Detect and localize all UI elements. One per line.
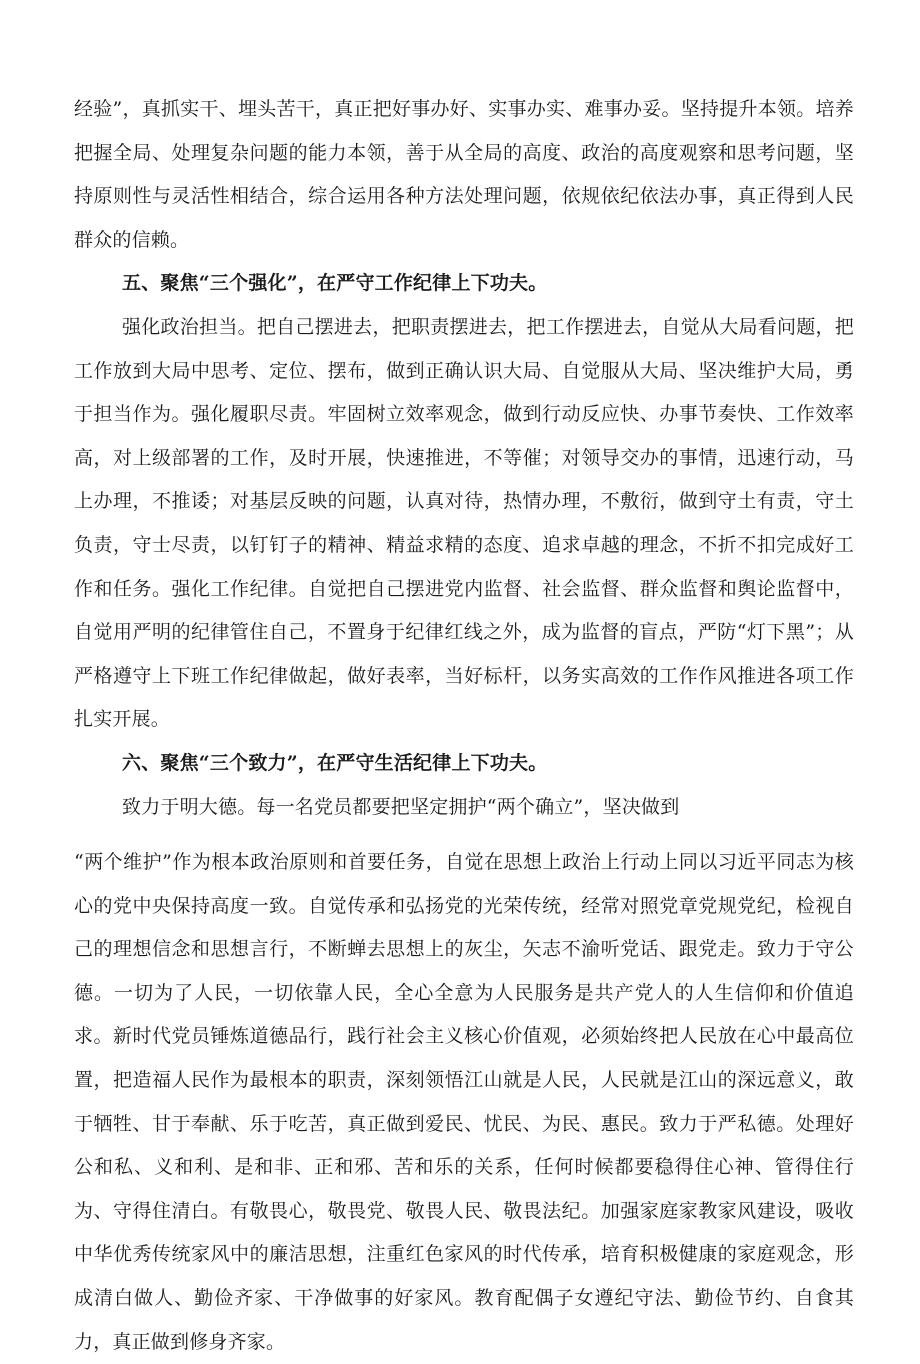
heading-section-six: 六、聚焦“三个致力”，在严守生活纪律上下功夫。	[122, 751, 548, 774]
paragraph-dedicate-body: “两个维护”作为根本政治原则和首要任务，自觉在思想上政治上行动上同以习近平同志为核心的党中央保持高度一致。自觉传承和弘扬党的光荣传统，经常对照党章党规党纪，检视自己的理想信念和思想言行，不断蝉去思想上的灰尘，矢志不渝听党话、跟党走。致力于守公德。一切为了人民，一切依靠人民，全心全意为人民服务是共产党人的人生信仰和价值追求。新时代党员锤炼道德品行，践行社会主义核心价值观，必须始终把人民放在心中最高位置，把造福人民作为最根本的职责，深刻领悟江山就是人民，人民就是江山的深远意义，敢于牺牲、甘于奉献、乐于吃苦，真正做到爱民、忧民、为民、惠民。致力于严私德。处理好公和私、义和利、是和非、正和邪、苦和乐的关系，任何时候都要稳得住心神、管得住行为、守得住清白。有敬畏心，敬畏党、敬畏人民、敬畏法纪。加强家庭家教家风建设，吸收中华优秀传统家风中的廉洁思想，注重红色家风的时代传承，培育积极健康的家庭观念，形成清白做人、勤俭齐家、干净做事的好家风。教育配偶子女遵纪守法、勤俭节约、自食其力，真正做到修身齐家。	[74, 851, 854, 1353]
heading-section-five: 五、聚焦“三个强化”，在严守工作纪律上下功夫。	[122, 272, 548, 295]
paragraph-experience: 经验”，真抓实干、埋头苦干，真正把好事办好、实事办实、难事办妥。坚持提升本领。培养把握全局、处理复杂问题的能力本领，善于从全局的高度、政治的高度观察和思考问题，坚持原则性与灵活性相结合，综合运用各种方法处理问题，依规依纪依法办事，真正得到人民群众的信赖。	[74, 98, 854, 251]
paragraph-strengthen: 强化政治担当。把自己摆进去，把职责摆进去，把工作摆进去，自觉从大局看问题，把工作放到大局中思考、定位、摆布，做到正确认识大局、自觉服从大局、坚决维护大局，勇于担当作为。强化履职尽责。牢固树立效率观念，做到行动反应快、办事节奏快、工作效率高，对上级部署的工作，及时开展，快速推进，不等催；对领导交办的事情，迅速行动，马上办理，不推诿；对基层反映的问题，认真对待，热情办理，不敷衍，做到守土有责，守土负责，守士尽责，以钉钉子的精神、精益求精的态度、追求卓越的理念，不折不扣完成好工作和任务。强化工作纪律。自觉把自己摆进党内监督、社会监督、群众监督和舆论监督中，自觉用严明的纪律管住自己，不置身于纪律红线之外，成为监督的盲点，严防“灯下黑”；从严格遵守上下班工作纪律做起，做好表率，当好标杆，以务实高效的工作作风推进各项工作扎实开展。	[74, 315, 854, 731]
paragraph-dedicate-intro: 致力于明大德。每一名党员都要把坚定拥护“两个确立”，坚决做到	[122, 795, 680, 818]
document-page	[74, 88, 854, 1364]
